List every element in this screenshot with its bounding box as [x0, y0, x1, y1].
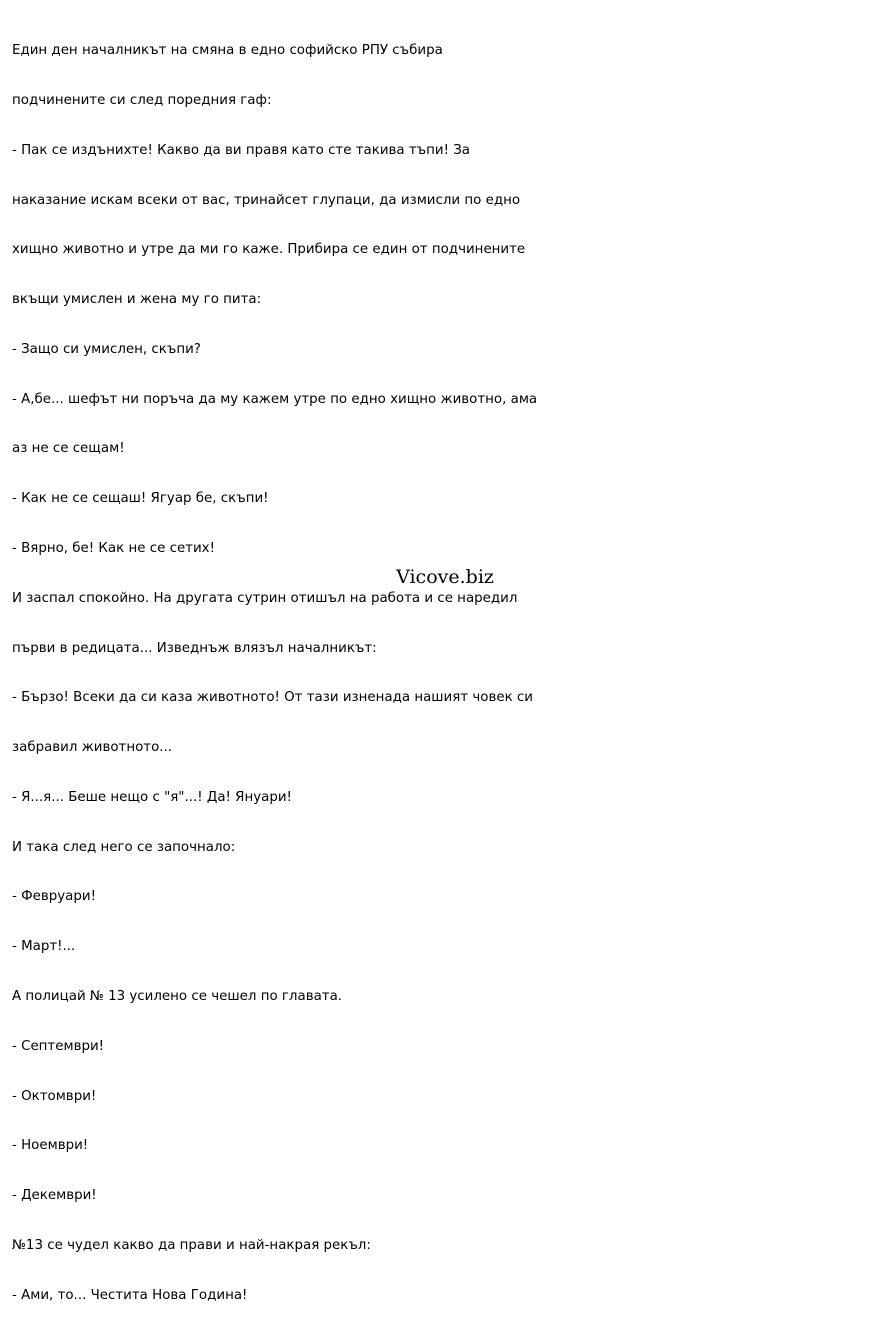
joke-line: - Я...я... Беше нещо с "я"...! Да! Януари! [12, 789, 292, 805]
joke-line: - Март!... [12, 939, 76, 955]
joke-line: - Декември! [12, 1188, 97, 1204]
joke-line: - Бързо! Всеки да си каза животното! От тази изненада нашият човек си [12, 690, 533, 706]
joke-line: - Защо си умислен, скъпи? [12, 341, 201, 357]
joke-line: - Пак се издънихте! Какво да ви правя като сте такива тъпи! За [12, 142, 471, 158]
joke-line: И така след него се започнало: [12, 839, 236, 855]
joke-line: - Ами, то... Честита Нова Година! [12, 1287, 248, 1303]
joke-line: хищно животно и утре да ми го каже. Прибира се един от подчинените [12, 242, 526, 258]
joke-line: И заспал спокойно. На другата сутрин отишъл на работа и се наредил [12, 590, 518, 606]
joke-line: забравил животното... [12, 740, 173, 756]
joke-line: А полицай № 13 усилено се чешел по главата. [12, 989, 343, 1005]
joke-line: №13 се чудел какво да прави и най-накрая рекъл: [12, 1237, 371, 1253]
joke-line: аз не се сещам! [12, 441, 125, 457]
joke-line: - Ноември! [12, 1138, 89, 1154]
joke-line: - А,бе... шефът ни поръча да му кажем утре по едно хищно животно, ама [12, 391, 538, 407]
joke-line: - Септември! [12, 1038, 105, 1054]
joke-text [12, 10, 592, 1321]
joke-line: подчинените си след поредния гаф: [12, 92, 272, 108]
joke-line: Един ден началникът на смяна в едно софийско РПУ събира [12, 43, 443, 59]
joke-line: първи в редицата... Изведнъж влязъл началникът: [12, 640, 377, 656]
site-watermark: Vicove.biz [396, 566, 494, 588]
joke-line: - Февруари! [12, 889, 96, 905]
joke-line: - Как не се сещаш! Ягуар бе, скъпи! [12, 491, 269, 507]
joke-line: - Вярно, бе! Как не се сетих! [12, 541, 215, 556]
joke-line: наказание искам всеки от вас, тринайсет глупаци, да измисли по едно [12, 192, 521, 208]
joke-line: - Октомври! [12, 1088, 97, 1104]
joke-line: вкъщи умислен и жена му го пита: [12, 292, 262, 308]
